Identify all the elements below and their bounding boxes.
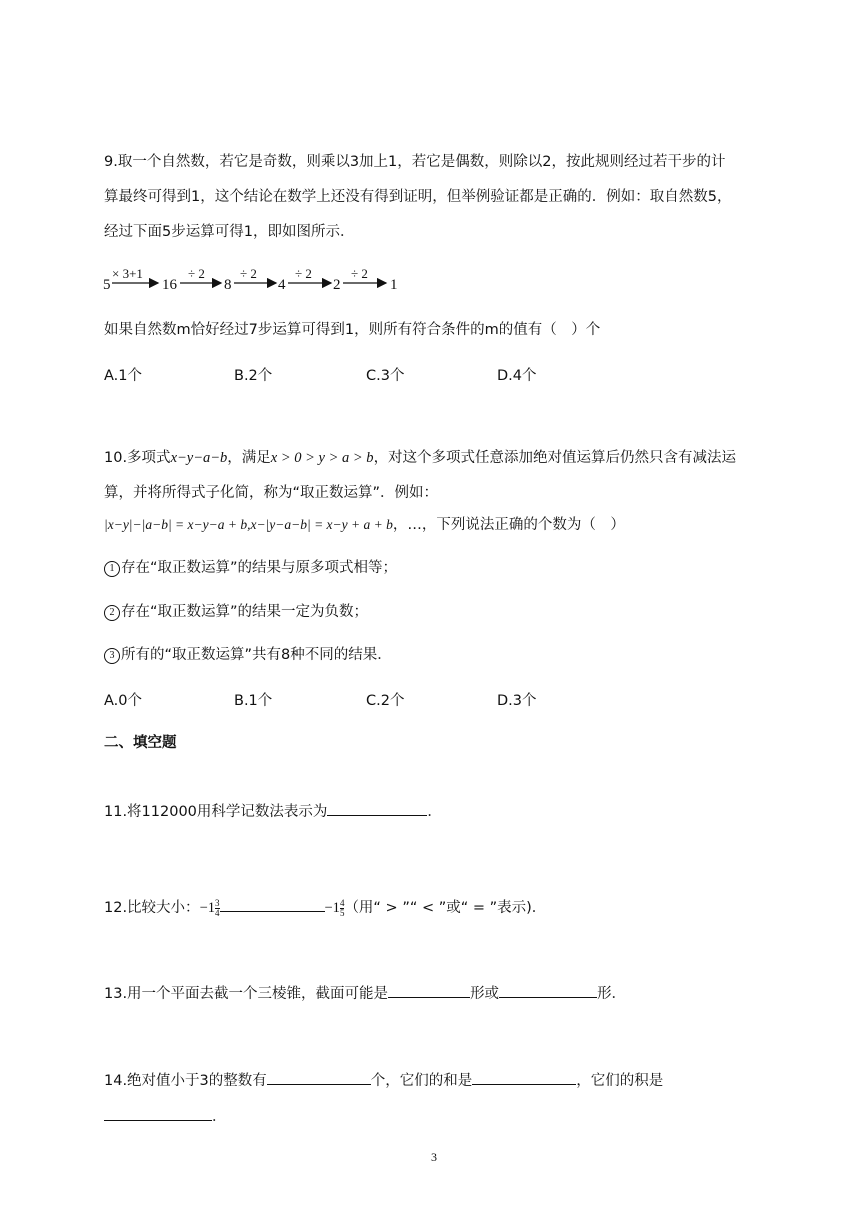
q10-line1-mid: ，满足 (227, 450, 271, 466)
q14-answer-blank-2[interactable] (472, 1069, 576, 1085)
q9-line3: 经过下面5步运算可得1，即如图所示． (104, 224, 355, 240)
q10-line1-end: ，对这个多项式任意添加绝对值运算后仍然只含有减法运 (373, 450, 737, 466)
q12-b-numerator: 4 (339, 897, 345, 908)
q13-answer-blank-2[interactable] (499, 982, 597, 998)
q10-line3-text: ，…，下列说法正确的个数为（ ） (392, 517, 625, 533)
q11-end: ． (427, 804, 442, 820)
chain-op-3: ÷ 2 (295, 266, 312, 281)
q12-a-numerator: 3 (215, 897, 220, 908)
q12-text: 12.比较大小： (104, 900, 200, 916)
q12 (104, 895, 546, 921)
q10-option-b: B.1个 (234, 693, 273, 709)
circled-number-1: 1 (104, 561, 120, 577)
q10-statement-3 (104, 645, 392, 665)
chain-num-5: 1 (390, 277, 398, 293)
circled-number-2: 2 (104, 605, 120, 621)
q11 (104, 800, 442, 822)
q10-line3 (104, 515, 625, 535)
circled-number-3: 3 (104, 648, 120, 664)
q13 (104, 982, 626, 1004)
q14-mid-2: ，它们的积是 (576, 1073, 664, 1089)
q9-line2: 算最终可得到1，这个结论在数学上还没有得到证明，但举例验证都是正确的．例如：取自然数5， (104, 189, 732, 205)
q12-b-denominator: 5 (339, 907, 345, 918)
q10-line2: 算，并将所得式子化简，称为“取正数运算”．例如： (104, 485, 439, 501)
q10-statement-3-text: 所有的“取正数运算”共有8种不同的结果． (121, 647, 392, 663)
q14-mid-1: 个，它们的和是 (370, 1073, 473, 1089)
chain-op-4: ÷ 2 (351, 266, 368, 281)
q12-answer-blank[interactable] (220, 896, 325, 912)
q14-answer-blank-1[interactable] (267, 1069, 371, 1085)
q10-option-c: C.2个 (366, 693, 405, 709)
q9-option-b: B.2个 (234, 368, 273, 384)
chain-num-3: 4 (278, 277, 286, 293)
q11-text: 11.将112000用科学记数法表示为 (104, 804, 328, 820)
q12-a-denominator: 4 (215, 907, 220, 918)
q10-statement-2 (104, 602, 368, 622)
q12-end: （用“ > ”“ < ”或“ = ”表示)． (344, 900, 547, 916)
q13-end: 形． (597, 986, 627, 1002)
q13-answer-blank-1[interactable] (388, 982, 470, 998)
section-heading: 二、填空题 (104, 735, 177, 751)
q13-text: 13.用一个平面去截一个三棱锥，截面可能是 (104, 986, 389, 1002)
q9-option-a: A.1个 (104, 368, 142, 384)
q10-line1 (104, 448, 736, 468)
q10-statement-2-text: 存在“取正数运算”的结果一定为负数； (121, 604, 369, 620)
q14-end: ． (212, 1109, 227, 1125)
q10-polynomial: x−y−a−b (170, 450, 228, 466)
q10-label: 10.多项式 (104, 450, 171, 466)
q12-b-whole: −1 (324, 900, 340, 916)
q13-mid: 形或 (470, 986, 500, 1002)
chain-op-2: ÷ 2 (240, 266, 257, 281)
chain-op-1: ÷ 2 (188, 266, 205, 281)
q10-option-d: D.3个 (497, 693, 537, 709)
q14 (104, 1069, 663, 1091)
chain-num-0: 5 (103, 277, 111, 293)
chain-num-4: 2 (333, 277, 341, 293)
q9-arrow-chain (100, 262, 420, 296)
chain-num-2: 8 (224, 277, 232, 293)
q10-option-a: A.0个 (104, 693, 142, 709)
q9-line4: 如果自然数m恰好经过7步运算可得到1，则所有符合条件的m的值有（ ）个 (104, 322, 601, 338)
q10-condition: x > 0 > y > a > b (270, 450, 374, 466)
chain-num-1: 16 (162, 277, 177, 293)
q14-text: 14.绝对值小于3的整数有 (104, 1073, 267, 1089)
q10-statement-1 (104, 558, 397, 578)
q11-answer-blank[interactable] (327, 800, 427, 816)
q14-answer-blank-3[interactable] (104, 1105, 212, 1121)
q10-example-math: |x−y|−|a−b| = x−y−a + b,x−|y−a−b| = x−y + a + b (104, 517, 393, 532)
chain-op-0: × 3+1 (112, 266, 143, 281)
page-number: 3 (431, 1150, 437, 1164)
q9-option-d: D.4个 (497, 368, 537, 384)
q12-a-whole: −1 (199, 900, 215, 916)
q9-line1: 9.取一个自然数，若它是奇数，则乘以3加上1，若它是偶数，则除以2，按此规则经过若干步的计 (104, 154, 726, 170)
q9-option-c: C.3个 (366, 368, 405, 384)
q10-statement-1-text: 存在“取正数运算”的结果与原多项式相等； (121, 560, 398, 576)
q14-line2 (104, 1105, 227, 1127)
